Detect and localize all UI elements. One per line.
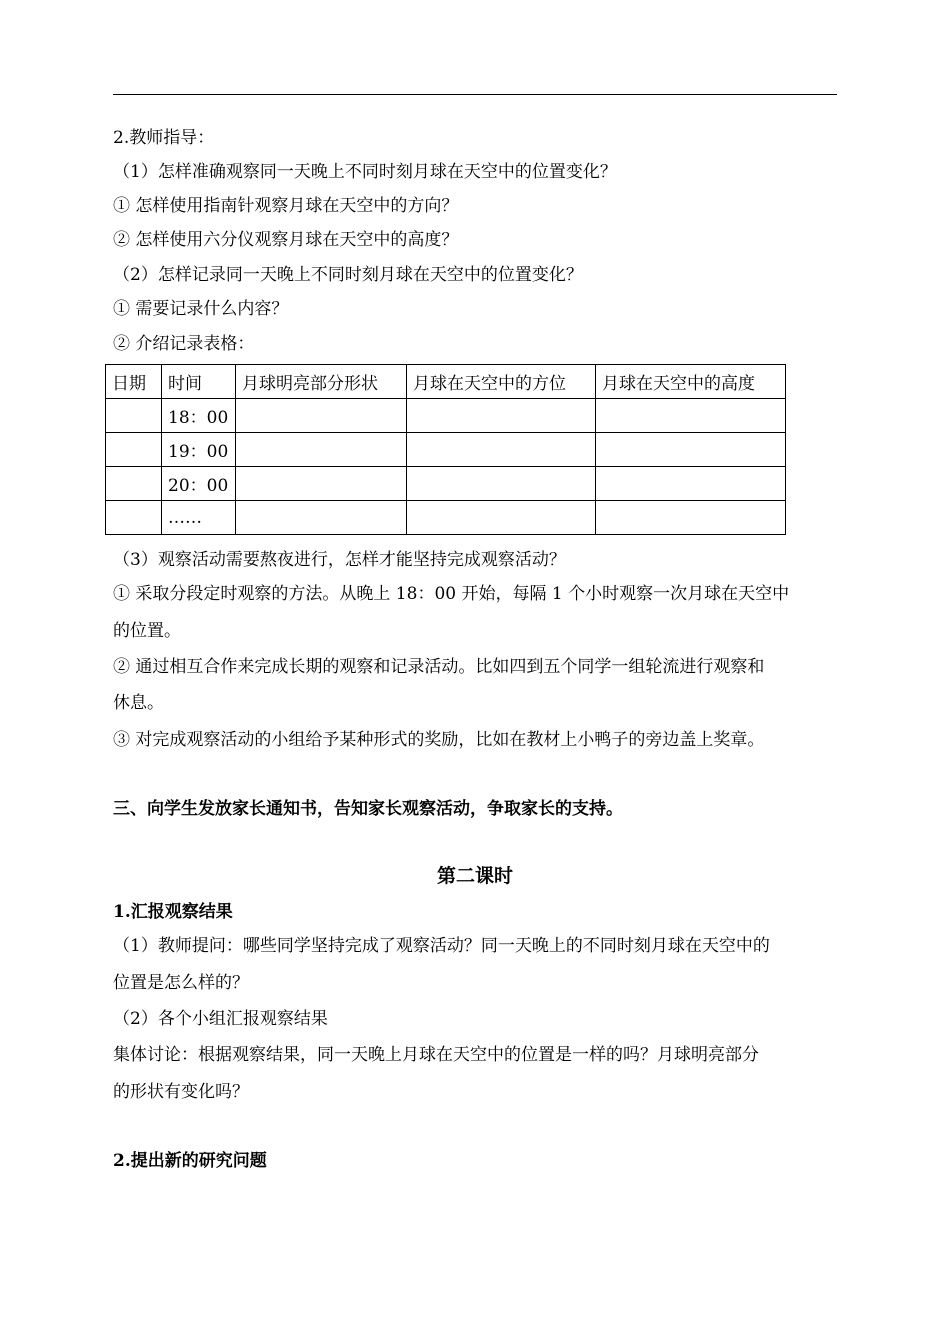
teacher-guidance-heading: 2.教师指导：: [113, 128, 215, 148]
table-row: [106, 433, 786, 467]
table-cell: [106, 501, 162, 535]
table-cell: ……: [162, 501, 236, 535]
table-cell: [236, 467, 407, 501]
table-header-cell: 日期: [106, 365, 162, 399]
question-1-item-a: ① 怎样使用指南针观察月球在天空中的方向？: [113, 196, 459, 216]
lesson-2-heading-2: 2.提出新的研究问题: [113, 1151, 267, 1171]
question-2-item-a: ① 需要记录什么内容？: [113, 299, 289, 319]
table-cell: [236, 399, 407, 433]
question-3: （3）观察活动需要熬夜进行，怎样才能坚持完成观察活动？: [113, 550, 566, 570]
answer-1-line-2: 的位置。: [113, 621, 181, 641]
lesson-2-para-2: （2）各个小组汇报观察结果: [113, 1009, 328, 1029]
table-cell: [596, 501, 786, 535]
table-cell: [407, 501, 596, 535]
lesson-2-para-1-line-2: 位置是怎么样的？: [113, 973, 249, 993]
part-3-heading: 三、向学生发放家长通知书，告知家长观察活动，争取家长的支持。: [113, 799, 623, 819]
answer-2-line-1: ② 通过相互合作来完成长期的观察和记录活动。比如四到五个同学一组轮流进行观察和: [113, 657, 765, 677]
answer-1-line-1: ① 采取分段定时观察的方法。从晚上 18：00 开始，每隔 1 个小时观察一次月球在天空中: [113, 584, 790, 604]
table-cell: [407, 399, 596, 433]
table-cell: 19：00: [162, 433, 236, 467]
question-2: （2）怎样记录同一天晚上不同时刻月球在天空中的位置变化？: [113, 265, 583, 285]
lesson-2-para-3-line-1: 集体讨论：根据观察结果，同一天晚上月球在天空中的位置是一样的吗？月球明亮部分: [113, 1045, 759, 1065]
table-row: [106, 467, 786, 501]
lesson-2-para-1-line-1: （1）教师提问：哪些同学坚持完成了观察活动？同一天晚上的不同时刻月球在天空中的: [113, 936, 770, 956]
question-1-item-b: ② 怎样使用六分仪观察月球在天空中的高度？: [113, 230, 459, 250]
answer-3: ③ 对完成观察活动的小组给予某种形式的奖励，比如在教材上小鸭子的旁边盖上奖章。: [113, 730, 765, 750]
table-header-row: [106, 365, 786, 399]
answer-2-line-2: 休息。: [113, 693, 164, 713]
table-cell: [236, 501, 407, 535]
table-cell: 20：00: [162, 467, 236, 501]
lesson-2-heading-1: 1.汇报观察结果: [113, 902, 233, 922]
lesson-2-para-3-line-2: 的形状有变化吗？: [113, 1082, 249, 1102]
table-cell: [236, 433, 407, 467]
table-row: [106, 399, 786, 433]
table-row: [106, 501, 786, 535]
table-header-cell: 月球明亮部分形状: [236, 365, 407, 399]
table-cell: [106, 399, 162, 433]
table-cell: [596, 433, 786, 467]
table-cell: 18：00: [162, 399, 236, 433]
table-cell: [596, 399, 786, 433]
table-header-cell: 月球在天空中的方位: [407, 365, 596, 399]
table-header-cell: 时间: [162, 365, 236, 399]
record-table: [105, 364, 786, 535]
table-cell: [106, 467, 162, 501]
question-2-item-b: ② 介绍记录表格：: [113, 334, 255, 354]
table-cell: [407, 433, 596, 467]
table-cell: [596, 467, 786, 501]
lesson-2-title: 第二课时: [436, 865, 513, 887]
table-cell: [407, 467, 596, 501]
question-1: （1）怎样准确观察同一天晚上不同时刻月球在天空中的位置变化？: [113, 162, 617, 182]
header-rule: [113, 94, 837, 95]
table-header-cell: 月球在天空中的高度: [596, 365, 786, 399]
table-cell: [106, 433, 162, 467]
